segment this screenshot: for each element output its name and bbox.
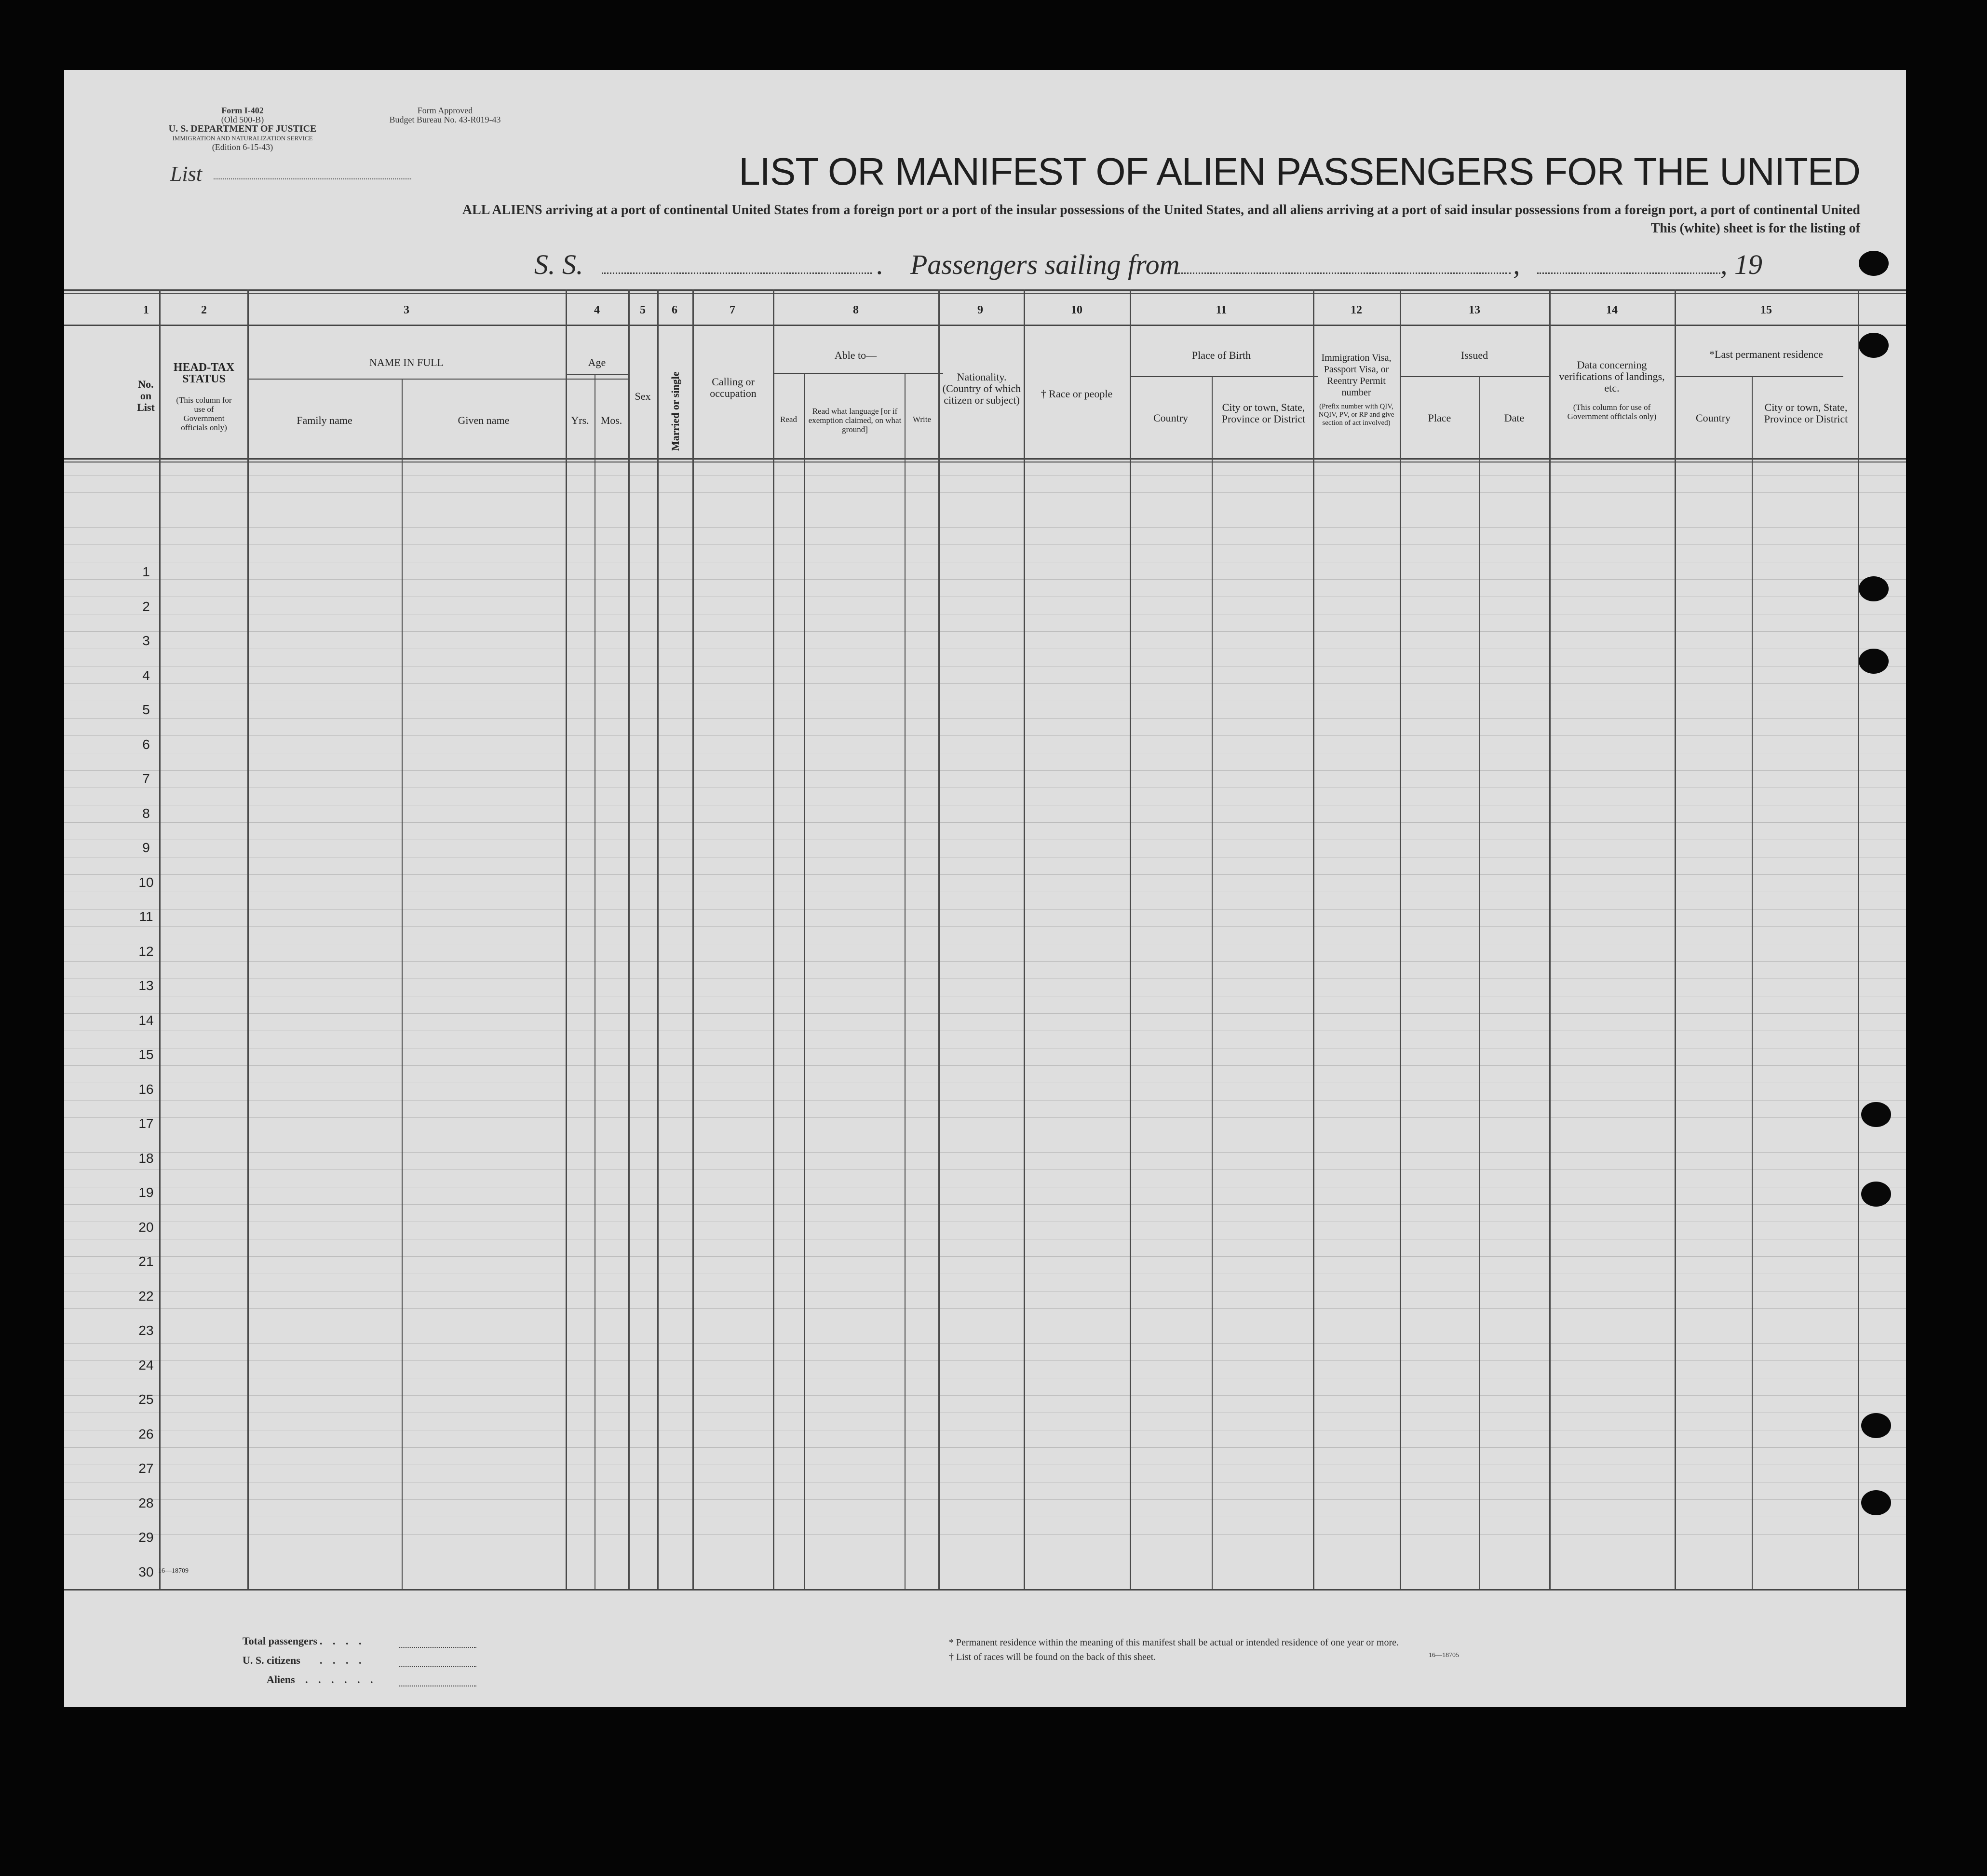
row-number: 13 bbox=[138, 978, 154, 993]
visa-note: (Prefix number with QIV, NQIV, PV, or RP and give section of act involved) bbox=[1318, 403, 1394, 427]
notice-line-2: This (white) sheet is for the listing of bbox=[1650, 221, 1860, 236]
writing-rule bbox=[64, 475, 1906, 476]
writing-rule bbox=[64, 631, 1906, 632]
col-number: 8 bbox=[853, 304, 859, 316]
col-line bbox=[692, 289, 694, 1589]
able-to-header: Able to— bbox=[834, 349, 877, 361]
service-name: IMMIGRATION AND NATURALIZATION SERVICE bbox=[172, 135, 313, 142]
col-number: 2 bbox=[201, 304, 207, 316]
sailing-comma: , bbox=[1513, 249, 1520, 280]
print-code-right: 16—18705 bbox=[1429, 1652, 1459, 1659]
manifest-title: LIST OR MANIFEST OF ALIEN PASSENGERS FOR THE UNITED bbox=[739, 150, 1860, 193]
age-subheader-rule bbox=[566, 374, 628, 375]
punch-hole bbox=[1859, 333, 1889, 358]
col-line bbox=[773, 289, 774, 1589]
punch-hole bbox=[1859, 576, 1889, 601]
col-line bbox=[657, 289, 659, 1589]
writing-rule bbox=[64, 1395, 1906, 1396]
row-number: 26 bbox=[138, 1426, 154, 1441]
nationality-header: Nationality. (Country of which citizen or subject) bbox=[942, 371, 1021, 406]
writing-rule bbox=[64, 1256, 1906, 1257]
row-number: 10 bbox=[138, 874, 154, 890]
row-number: 11 bbox=[139, 909, 153, 924]
writing-rule bbox=[64, 579, 1906, 580]
writing-rule bbox=[64, 1013, 1906, 1014]
birth-country-header: Country bbox=[1153, 412, 1189, 424]
writing-rule bbox=[64, 822, 1906, 823]
writing-rule bbox=[64, 1499, 1906, 1500]
ss-label: S. S. bbox=[534, 249, 583, 280]
issued-date-header: Date bbox=[1504, 412, 1525, 424]
row-number: 21 bbox=[138, 1254, 154, 1269]
total-passengers-label: Total passengers bbox=[243, 1635, 318, 1647]
data-concerning-header: Data concerning verifications of landings, etc. bbox=[1559, 359, 1665, 394]
row-number: 8 bbox=[142, 805, 150, 821]
department-name: U. S. DEPARTMENT OF JUSTICE bbox=[168, 123, 317, 134]
writing-rule bbox=[64, 1204, 1906, 1205]
dot-leader: . . . . . . bbox=[305, 1673, 377, 1686]
edition-date: (Edition 6-15-43) bbox=[212, 142, 273, 152]
print-code-left: 16—18709 bbox=[158, 1567, 189, 1575]
head-tax-header: HEAD-TAX STATUS bbox=[173, 361, 235, 385]
col-number: 13 bbox=[1469, 304, 1480, 316]
name-in-full-header: NAME IN FULL bbox=[369, 356, 444, 368]
row-number: 5 bbox=[142, 702, 150, 717]
row-number: 29 bbox=[138, 1530, 154, 1545]
row-number: 25 bbox=[138, 1392, 154, 1407]
col-line bbox=[1313, 289, 1314, 1589]
aliens-label: Aliens bbox=[267, 1673, 295, 1686]
table-bottom-rule bbox=[64, 1589, 1906, 1591]
row-number: 18 bbox=[138, 1150, 154, 1166]
table-top-rule-2 bbox=[64, 293, 1906, 294]
name-subheader-rule bbox=[247, 379, 628, 380]
read-language-header: Read what language [or if exemption claimed, on what ground] bbox=[808, 407, 902, 434]
col-line bbox=[1400, 289, 1401, 1589]
residence-city-header: City or town, State, Province or District bbox=[1764, 401, 1848, 425]
family-name-header: Family name bbox=[297, 414, 352, 426]
writing-rule bbox=[64, 683, 1906, 684]
punch-hole bbox=[1861, 1182, 1891, 1207]
writing-rule bbox=[64, 1169, 1906, 1170]
race-header: † Race or people bbox=[1041, 388, 1113, 400]
row-number: 1 bbox=[142, 564, 150, 579]
col-line bbox=[1858, 289, 1859, 1589]
col-number: 11 bbox=[1216, 304, 1227, 316]
approval-block bbox=[373, 106, 517, 124]
row-number: 6 bbox=[142, 736, 150, 752]
writing-rule bbox=[64, 874, 1906, 875]
sailing-date-field[interactable] bbox=[1537, 272, 1720, 274]
dot-leader: . . . . bbox=[320, 1654, 365, 1666]
issued-subheader-rule bbox=[1400, 376, 1549, 377]
writing-rule bbox=[64, 1534, 1906, 1535]
col-line bbox=[247, 289, 249, 1589]
col-line bbox=[1549, 289, 1551, 1589]
head-tax-note: (This column for use of Government officials only) bbox=[176, 395, 232, 432]
header-bottom-rule bbox=[64, 458, 1906, 460]
writing-rule bbox=[64, 492, 1906, 493]
col-number: 6 bbox=[672, 304, 677, 316]
residence-subheader-rule bbox=[1675, 376, 1843, 377]
row-number: 24 bbox=[138, 1357, 154, 1373]
col-line bbox=[1024, 289, 1025, 1589]
col-number: 4 bbox=[594, 304, 600, 316]
row-number: 16 bbox=[138, 1081, 154, 1097]
sailing-from-label: Passengers sailing from bbox=[910, 249, 1180, 280]
row-number: 9 bbox=[142, 840, 150, 855]
col-number: 14 bbox=[1606, 304, 1618, 316]
writing-rule bbox=[64, 1447, 1906, 1448]
punch-hole bbox=[1859, 649, 1889, 674]
us-citizens-label: U. S. citizens bbox=[243, 1654, 300, 1666]
col-line bbox=[804, 373, 805, 1589]
writing-rule bbox=[64, 527, 1906, 528]
married-header: Married or single bbox=[669, 371, 681, 451]
writing-rule bbox=[64, 909, 1906, 910]
row-number: 22 bbox=[138, 1288, 154, 1304]
col-line bbox=[1752, 376, 1753, 1589]
list-number-field[interactable] bbox=[214, 178, 411, 179]
ship-name-field[interactable] bbox=[602, 272, 872, 274]
old-form-number: (Old 500-B) bbox=[221, 115, 264, 124]
col-line bbox=[1675, 289, 1676, 1589]
place-of-birth-header: Place of Birth bbox=[1191, 349, 1251, 361]
writing-rule bbox=[64, 1360, 1906, 1361]
writing-rule bbox=[64, 1117, 1906, 1118]
writing-rule bbox=[64, 961, 1906, 962]
col-number: 1 bbox=[143, 304, 149, 316]
read-header: Read bbox=[780, 415, 797, 424]
last-residence-header: *Last permanent residence bbox=[1709, 348, 1823, 360]
notice-line-1: ALL ALIENS arriving at a port of continental United States from a foreign port or a port of the insular possessions of the United States, and all aliens arriving at a port of said insular possessions from a foreign port, a port of continental United bbox=[462, 203, 1860, 218]
row-number: 23 bbox=[138, 1323, 154, 1338]
col-number: 10 bbox=[1071, 304, 1082, 316]
punch-hole bbox=[1861, 1490, 1891, 1515]
manifest-sheet bbox=[64, 70, 1906, 1707]
writing-rule bbox=[64, 1065, 1906, 1066]
visa-header: Immigration Visa, Passport Visa, or Reentry Permit number bbox=[1321, 353, 1392, 398]
col-number: 7 bbox=[730, 304, 735, 316]
col-number: 12 bbox=[1351, 304, 1362, 316]
table-top-rule bbox=[64, 289, 1906, 291]
departure-port-field[interactable] bbox=[1178, 272, 1511, 274]
calling-header: Calling or occupation bbox=[710, 376, 757, 399]
row-number: 7 bbox=[142, 771, 150, 786]
birth-city-header: City or town, State, Province or District bbox=[1221, 401, 1306, 425]
row-number: 28 bbox=[138, 1495, 154, 1510]
birth-subheader-rule bbox=[1130, 376, 1318, 377]
no-on-list-header: No. on List bbox=[137, 378, 155, 413]
us-citizens-field[interactable] bbox=[399, 1666, 476, 1667]
data-concerning-note: (This column for use of Government officials only) bbox=[1567, 403, 1657, 421]
col-line bbox=[1130, 289, 1131, 1589]
col-line bbox=[628, 289, 630, 1589]
issued-place-header: Place bbox=[1428, 412, 1451, 424]
row-number: 12 bbox=[138, 943, 154, 959]
row-number: 27 bbox=[138, 1461, 154, 1476]
writing-rule bbox=[64, 1343, 1906, 1344]
writing-rule bbox=[64, 718, 1906, 719]
list-label: List bbox=[170, 162, 203, 186]
row-number: 15 bbox=[138, 1047, 154, 1062]
row-number: 30 bbox=[138, 1564, 154, 1579]
form-approved: Form Approved bbox=[417, 106, 473, 115]
punch-hole bbox=[1859, 251, 1889, 276]
dot-leader: . . . . bbox=[320, 1635, 365, 1647]
col-number: 5 bbox=[640, 304, 646, 316]
residence-country-header: Country bbox=[1695, 412, 1731, 424]
budget-number: Budget Bureau No. 43-R019-43 bbox=[389, 115, 501, 124]
colnum-rule bbox=[64, 325, 1906, 326]
write-header: Write bbox=[912, 415, 932, 424]
year-prefix: , 19 bbox=[1720, 249, 1762, 280]
writing-rule bbox=[64, 1152, 1906, 1153]
writing-rule bbox=[64, 926, 1906, 927]
row-number: 17 bbox=[138, 1116, 154, 1131]
writing-rule bbox=[64, 1308, 1906, 1309]
col-line bbox=[566, 289, 567, 1589]
col-number: 9 bbox=[977, 304, 983, 316]
col-number: 3 bbox=[404, 304, 409, 316]
residence-footnote: * Permanent residence within the meaning of this manifest shall be actual or intended residence of one year or more. bbox=[949, 1637, 1399, 1648]
issued-header: Issued bbox=[1460, 349, 1488, 361]
row-number: 14 bbox=[138, 1012, 154, 1028]
col-line bbox=[905, 373, 906, 1589]
col-number: 15 bbox=[1760, 304, 1772, 316]
writing-rule bbox=[64, 770, 1906, 771]
ss-period: . bbox=[877, 249, 884, 280]
col-line bbox=[1479, 376, 1480, 1589]
race-footnote: † List of races will be found on the back of this sheet. bbox=[949, 1652, 1156, 1662]
given-name-header: Given name bbox=[458, 414, 510, 426]
col-line bbox=[1212, 376, 1213, 1589]
punch-hole bbox=[1861, 1413, 1891, 1438]
col-line bbox=[938, 289, 940, 1589]
months-header: Mos. bbox=[600, 414, 622, 426]
total-passengers-field[interactable] bbox=[399, 1647, 476, 1648]
row-number: 20 bbox=[138, 1219, 154, 1235]
years-header: Yrs. bbox=[571, 414, 589, 426]
punch-hole bbox=[1861, 1102, 1891, 1127]
writing-rule bbox=[64, 735, 1906, 736]
writing-rule bbox=[64, 544, 1906, 545]
row-number: 3 bbox=[142, 633, 150, 648]
form-number: Form I-402 bbox=[221, 106, 264, 115]
row-number: 2 bbox=[142, 598, 150, 614]
writing-rule bbox=[64, 1100, 1906, 1101]
form-id-block bbox=[161, 106, 324, 152]
sex-header: Sex bbox=[635, 390, 651, 402]
able-subheader-rule bbox=[773, 373, 943, 374]
row-number: 4 bbox=[142, 667, 150, 683]
row-number: 19 bbox=[138, 1185, 154, 1200]
age-header: Age bbox=[588, 356, 606, 368]
col-line bbox=[402, 379, 403, 1589]
